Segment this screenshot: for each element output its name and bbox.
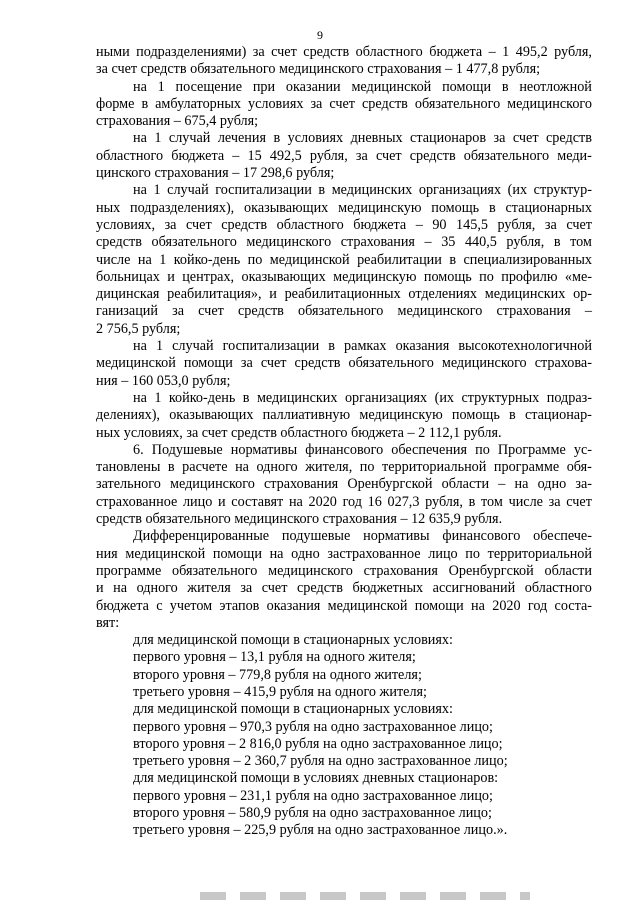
- document-body: [96, 44, 592, 840]
- text-line: на 1 посещение при оказании медицинской помощи в неотложной: [133, 78, 592, 95]
- text-line: на 1 случай госпитализации в медицинских организациях (их структур-: [133, 182, 592, 199]
- page-number: 9: [317, 28, 323, 42]
- text-line: ния – 160 053,0 рубля;: [96, 372, 231, 389]
- text-line: ных условиях, за счет средств областного бюджета – 2 112,1 рубля.: [96, 424, 502, 441]
- text-line: страхованное лицо и составят на 2020 год 16 027,3 рубля, в том числе за счет: [96, 493, 592, 510]
- text-line: третьего уровня – 225,9 рубля на одно застрахованное лицо.».: [133, 822, 508, 839]
- text-line: зательного медицинского страхования Оренбургской области – на одно за-: [96, 476, 592, 493]
- text-line: 2 756,5 рубля;: [96, 320, 181, 337]
- text-line: первого уровня – 13,1 рубля на одного жителя;: [133, 649, 416, 666]
- text-line: программе обязательного медицинского страхования Оренбургской области: [96, 562, 592, 579]
- text-line: на 1 случай лечения в условиях дневных стационаров за счет средств: [133, 130, 592, 147]
- text-line: ганизаций за счет средств обязательного медицинского страхования –: [96, 303, 592, 320]
- text-line: делениях), оказывающих паллиативную медицинскую помощь в стационар-: [96, 407, 592, 424]
- text-line: тановлены в расчете на одного жителя, по территориальной программе обя-: [96, 459, 592, 476]
- text-line: условиях, за счет средств областного бюджета – 90 145,5 рубля, за счет: [96, 216, 592, 233]
- text-line: ными подразделениями) за счет средств областного бюджета – 1 495,2 рубля,: [96, 44, 592, 60]
- text-line: 6. Подушевые нормативы финансового обеспечения по Программе ус-: [133, 441, 592, 458]
- text-line: третьего уровня – 415,9 рубля на одного жителя;: [133, 683, 427, 700]
- text-line: первого уровня – 231,1 рубля на одно застрахованное лицо;: [133, 787, 493, 804]
- text-line: Дифференцированные подушевые нормативы финансового обеспече-: [133, 528, 592, 545]
- text-line: для медицинской помощи в стационарных условиях:: [133, 632, 453, 649]
- text-line: числе на 1 койко-день по медицинской реабилитации в специализированных: [96, 251, 592, 268]
- text-line: второго уровня – 779,8 рубля на одного жителя;: [133, 666, 422, 683]
- text-line: третьего уровня – 2 360,7 рубля на одно застрахованное лицо;: [133, 753, 508, 770]
- text-line: больницах и центрах, оказывающих медицинскую помощь по профилю «ме-: [96, 268, 592, 285]
- text-line: и на одного жителя за счет средств бюджетных ассигнований областного: [96, 580, 592, 597]
- text-line: на 1 случай госпитализации в рамках оказания высокотехнологичной: [133, 338, 592, 355]
- text-line: цинского страхования – 17 298,6 рубля;: [96, 165, 335, 182]
- text-line: медицинской помощи за счет средств обязательного медицинского страхова-: [96, 355, 592, 372]
- text-line: для медицинской помощи в условиях дневных стационаров:: [133, 770, 499, 787]
- text-line: за счет средств обязательного медицинского страхования – 1 477,8 рубля;: [96, 61, 541, 78]
- text-line: областного бюджета – 15 492,5 рубля, за счет средств обязательного меди-: [96, 147, 592, 164]
- text-line: бюджета с учетом этапов оказания медицинской помощи на 2020 год соста-: [96, 597, 592, 614]
- text-line: вят:: [96, 614, 120, 631]
- text-line: первого уровня – 970,3 рубля на одно застрахованное лицо;: [133, 718, 493, 735]
- text-line: на 1 койко-день в медицинских организациях (их структурных подраз-: [133, 389, 592, 406]
- text-line: второго уровня – 580,9 рубля на одно застрахованное лицо;: [133, 805, 492, 822]
- text-line: для медицинской помощи в стационарных условиях:: [133, 701, 453, 718]
- text-line: второго уровня – 2 816,0 рубля на одно застрахованное лицо;: [133, 735, 503, 752]
- text-line: ных подразделениях), оказывающих медицинскую помощь в стационарных: [96, 199, 592, 216]
- text-line: форме в амбулаторных условиях за счет средств обязательного медицинского: [96, 95, 592, 112]
- text-line: средств обязательного медицинского страхования – 12 635,9 рубля.: [96, 511, 503, 528]
- scan-footer-artifact: [200, 892, 530, 900]
- text-line: дицинская реабилитация», и реабилитационных отделениях медицинских ор-: [96, 286, 592, 303]
- text-line: страхования – 675,4 рубля;: [96, 113, 259, 130]
- text-line: ния медицинской помощи на одно застрахованное лицо по территориальной: [96, 545, 592, 562]
- text-line: средств обязательного медицинского страхования – 35 440,5 рубля, в том: [96, 234, 592, 251]
